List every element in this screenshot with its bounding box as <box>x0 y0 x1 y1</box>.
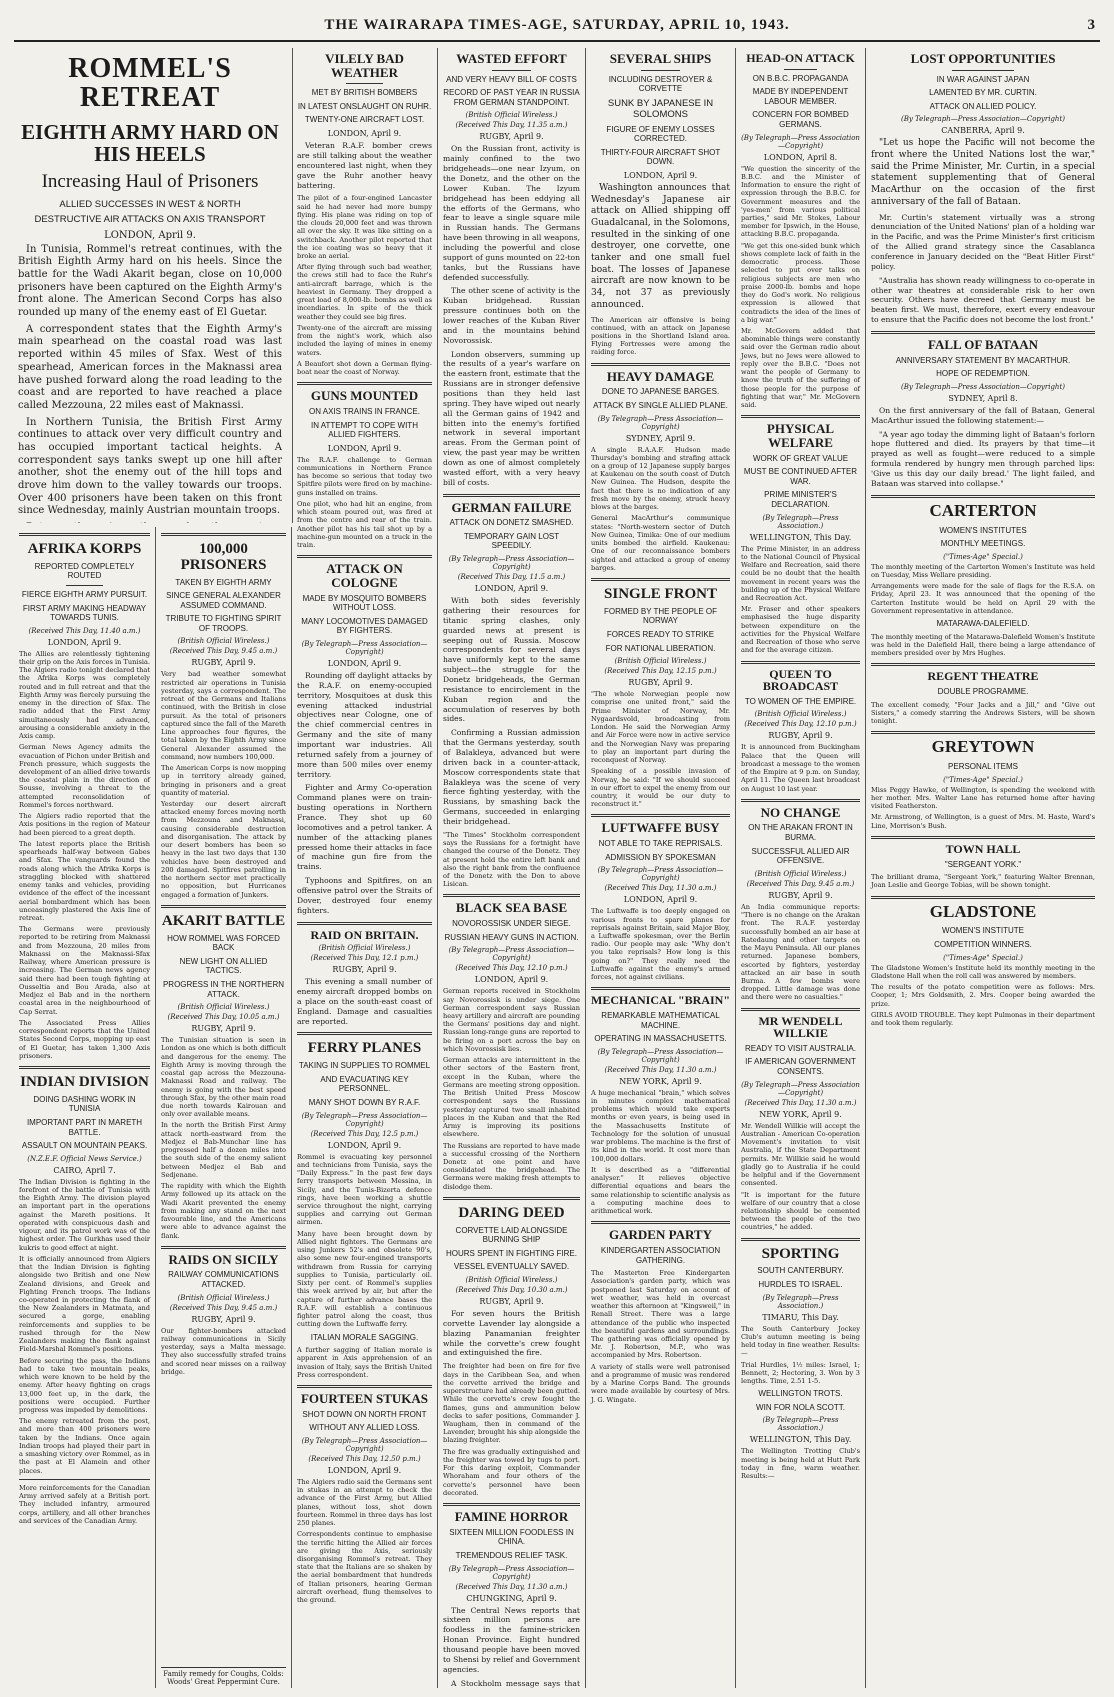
article-deck: TWENTY-ONE AIRCRAFT LOST. <box>304 115 425 125</box>
article-headline: MR WENDELL WILLKIE <box>758 1013 843 1041</box>
article-paragraph: A variety of stalls were well patronised and a programme of music was rendered by a Marine Corps Band. The grounds were made available by courtesy of Mrs. J. G. Wingate. <box>591 1362 730 1404</box>
article-paragraph: Mr. Fraser and other speakers emphasised the huge disparity between expenditure on the activities for the Physical Welfare and Recreation of those who serve and for the average citizen. <box>741 605 860 655</box>
article-paragraph: A single R.A.A.F. Hudson made Thursday's bombing and strafing attack on a group of 12 Japanese supply barges at Kaukenau on the south coast of Dutch New Guinea. The Hudson, despite the fact that there is no indication of any fresh move by the enemy, struck heavy blows at the barges. <box>591 445 730 512</box>
article-dateline: RUGBY, April 9. <box>332 965 397 975</box>
article-subhead: MATARAWA-DALEFIELD. <box>936 619 1030 629</box>
article-deck: AND VERY HEAVY BILL OF COSTS <box>446 74 577 84</box>
article-credit: (Received This Day, 12.10 p.m.) <box>744 720 857 729</box>
article-headline: LUFTWAFFE BUSY <box>601 820 720 836</box>
article-headline: PHYSICAL WELFARE <box>766 421 835 450</box>
article-dateline: LONDON, April 9. <box>47 637 122 647</box>
article-credit: (British Official Wireless.) <box>318 944 411 953</box>
article-paragraph: The results of the potato competition were as follows: Mrs. Cooper, 1; Mrs Goldsmith, 2. Mrs. Cooper being awarded the prize. <box>871 983 1095 1008</box>
article-paragraph: "Let us hope the Pacific will not become the front where the United Nations lost the war," said the Prime Minister, Mr. Curtin, in a special statement supplementing that of General MacArthur on the occasion of the first anniversary of the fall of Bataan. <box>871 138 1095 207</box>
article-paragraph: The rapidity with which the Eighth Army followed up its attack on the Wadi Akarit prevented the enemy from making any stand on the next favourable line, and the Americans were able to advance against the flank. <box>161 1182 286 1240</box>
article-credit: (Received This Day, 11.30 a.m.) <box>744 1098 857 1107</box>
column-1 <box>14 527 156 1688</box>
article-paragraph: Rounding off daylight attacks by the R.A.F. on enemy-occupied territory, Mosquitoes at dusk this evening attacked industrial objectives near Cologne, one of the chief commercial centres in Germany and the site of many important war industries. All returned safely from a journey of more than 500 miles over enemy territory. <box>297 670 432 779</box>
article-deck: ON AXIS TRAINS IN FRANCE. <box>309 406 420 416</box>
article-headline: REGENT THEATRE <box>927 669 1039 684</box>
article-dateline: CHUNGKING, April 9. <box>466 1593 557 1603</box>
article-credit: (By Telegraph—Press Association—Copyright) <box>301 639 428 656</box>
article-dateline: LONDON, April 9. <box>327 1465 402 1475</box>
article-dateline: LONDON, April 9. <box>327 658 402 668</box>
article-dateline: NEW YORK, April 9. <box>759 1109 842 1119</box>
article-credit: (Received This Day, 9.45 a.m.) <box>169 1303 278 1312</box>
article-headline: AKARIT BATTLE <box>161 912 286 929</box>
article-paragraph: It is described as a "differential analyser." It relieves objective differential equations and bears the same relationship to scientific analysis as a computing machine does to arithmetical work. <box>591 1165 730 1216</box>
article-dateline: LONDON, April 9. <box>327 443 402 453</box>
article-paragraph: Twenty-one of the aircraft are missing from the night's work, which also included the laying of mines in enemy waters. <box>297 323 432 357</box>
article-deck: WITHOUT ANY ALLIED LOSS. <box>309 1423 420 1433</box>
article-paragraph: Miss Peggy Hawke, of Wellington, is spending the weekend with her mother. Mrs. Walter Lane has returned home after having visited Featherston. <box>871 785 1095 811</box>
article-credit: (Received This Day, 11.40 a.m.) <box>28 626 141 635</box>
article-deck: CORVETTE LAID ALONGSIDE BURNING SHIP <box>455 1225 568 1245</box>
article-paragraph: General MacArthur's communique states: "North-western sector of Dutch New Guinea, Timika: One of our medium units bombed the airfield. Kaukenau: One of our reconnaissance bombers sighted and attacked a group of enemy barges. <box>591 514 730 572</box>
article-dateline: RUGBY, April 9. <box>191 1024 256 1034</box>
lead-paragraph: A correspondent states that the Eighth Army's main spearhead on the coastal road was last reported within 45 miles of Sfax. West of this spearhead, American forces in the Maknassi area have pushed forward along the road leading to the coast and are reported to have reached a place called Mezzouna, 22 miles east of Maknassi. <box>18 323 282 411</box>
article-dateline: WELLINGTON, This Day. <box>749 532 852 542</box>
article-paragraph: Mr. Wendell Willkie will accept the Australian - American Co-operation Movement's invitation to visit Australia, if the State Department permits. Mr. Willkie said he would gladly go to Australia if he could be helpful and if the Government consented. <box>741 1121 860 1188</box>
article-credit: (Received This Day, 12.15 p.m.) <box>604 667 717 676</box>
article-headline: FOURTEEN STUKAS <box>300 1391 429 1407</box>
article-paragraph: The monthly meeting of the Matarawa-Dalefield Women's Institute was held in the Dalefield Hall, there being a large attendance of members presided over by Mrs Hughes. <box>871 632 1095 658</box>
article-dateline: SYDNEY, April 8. <box>948 393 1018 403</box>
article-deck: FIRST ARMY MAKING HEADWAY TOWARDS TUNIS. <box>22 603 147 623</box>
article-headline: ATTACK ON COLOGNE <box>326 561 403 590</box>
article-headline: SINGLE FRONT <box>604 586 717 603</box>
article-deck: MADE BY INDEPENDENT LABOUR MEMBER. <box>752 87 849 106</box>
column-5 <box>586 48 736 1688</box>
article-credit: (Received This Day, 9.45 a.m.) <box>169 647 278 656</box>
article-headline: GUNS MOUNTED <box>310 388 419 404</box>
article-credit: (By Telegraph—Press Association—Copyright) <box>448 1564 575 1581</box>
lead-deck-3: DESTRUCTIVE AIR ATTACKS ON AXIS TRANSPORT <box>34 214 266 226</box>
article-headline: NO CHANGE <box>760 804 841 820</box>
article-paragraph: It is announced from Buckingham Palace that the Queen will broadcast a message to the women of the Empire at 9 p.m. on Sunday, April 11. The Queen last broadcast on August 10 last year. <box>741 743 860 793</box>
article-deck: NEW LIGHT ON ALLIED TACTICS. <box>179 956 268 976</box>
article-paragraph: Confirming a Russian admission that the Germans yesterday, south of Balakleya, advanced but were driven back in a counter-attack, Moscow correspondents state that Balakleya was the scene of very fierce fighting yesterday, with the Russians, by smashing back the Germans, succeeded in enlarging their bridgehead. <box>443 728 580 826</box>
column-3 <box>292 48 438 1688</box>
lead-dateline: LONDON, April 9. <box>104 229 196 241</box>
article-deck: RAILWAY COMMUNICATIONS ATTACKED. <box>168 1270 279 1289</box>
lead-paragraph: In Northern Tunisia, the British First Army continues to attack over very difficult country and has occupied important tactical heights. A correspondent says tanks swept up one hill after another, shot the enemy out of the hill tops and drove him down to the valley towards our troops. Over 400 prisoners have been taken on this front since Wednesday, mainly Austrian mountain troops. <box>18 416 282 517</box>
article-headline: 100,000 PRISONERS <box>180 541 267 573</box>
article-paragraph: The Wellington Trotting Club's meeting is being held at Hutt Park today in fine, warm weather. Results:— <box>741 1447 860 1481</box>
article-paragraph: The latest reports place the British spearheads half-way between Gabes and Sfax. The vanguards found the roads along which the Afrika Korps is straggling blocked with shattered enemy tanks and vehicles, providing evidence of the effect of the incessant aerial bombardment which has been unceasingly plastered the Axis line of retreat. <box>19 839 150 922</box>
article-credit: (British Official Wireless.) <box>465 111 558 120</box>
article-paragraph: The American air offensive is being continued, with an attack on Japanese positions in the Shortland Island area. Flying Fortresses were among the raiding force. <box>591 315 730 357</box>
article-paragraph: After flying through such bad weather, the crews still had to face the Ruhr's anti-aircraft barrage, which is the heaviest in Germany. They dropped a great load of 8,000-lb. bombs as well as incendiaries. In spite of the thick weather they could see big fires. <box>297 263 432 321</box>
article-headline: HEAVY DAMAGE <box>606 368 715 384</box>
article-paragraph: A Stockholm message says that <box>451 1678 580 1688</box>
article-deck: SOUTH CANTERBURY. <box>757 1266 844 1276</box>
page-number: 3 <box>1087 17 1096 33</box>
article-deck: TRIBUTE TO FIGHTING SPIRIT OF TROOPS. <box>165 614 282 633</box>
article-paragraph: Typhoons and Spitfires, on an offensive patrol over the Straits of Dover, destroyed four enemy fighters. <box>297 876 432 915</box>
article-deck: ATTACK BY SINGLE ALLIED PLANE. <box>593 400 728 410</box>
article-paragraph: An India communique reports: "There is no change on the Arakan front. The R.A.F. yesterday successfully bombed an air base at Ratedaung and other targets on the Mayu Peninsula. All our planes returned. Japanese bombers, escorted by fighters, yesterday attacked an air base in south Burma. A few bombs were dropped. Little damage was done and there were no casualties." <box>741 902 860 1002</box>
article-credit: (Received This Day, 12.50 p.m.) <box>308 1454 421 1463</box>
article-headline: BLACK SEA BASE <box>455 900 568 916</box>
article-deck: TAKEN BY EIGHTH ARMY <box>175 577 272 587</box>
article-headline: GERMAN FAILURE <box>451 499 572 515</box>
article-paragraph: One pilot, who had hit an engine, from which steam poured out, was fired at from the centre and rear of the train. Another pilot has his tail shot up by a machine-gun mounted on a truck in the train. <box>297 499 432 550</box>
article-credit: ("Times-Age" Special.) <box>943 775 1023 784</box>
masthead <box>14 14 1100 42</box>
article-credit: (By Telegraph—Press Association—Copyright) <box>901 382 1065 391</box>
article-paragraph: Mr. Armstrong, of Wellington, is a guest of Mrs. M. Haste, Ward's Line, Morrison's Bush. <box>871 813 1095 830</box>
article-credit: (British Official Wireless.) <box>614 657 707 666</box>
article-deck: "SERGEANT YORK." <box>944 859 1022 869</box>
article-credit: (By Telegraph—Press Association.) <box>762 513 839 530</box>
article-paragraph: The Prime Minister, in an address to the National Council of Physical Welfare and Recreation, said there could be no doubt that the health movement in recent years was the building up of the Physical Welfare and Recreation Act. <box>741 544 860 603</box>
article-paragraph: A Beaufort shot down a German flying-boat near the coast of Norway. <box>297 359 432 377</box>
article-deck: ANNIVERSARY STATEMENT BY MACARTHUR. <box>895 355 1071 365</box>
article-paragraph: For seven hours the British corvette Lavender lay alongside a blazing Panamanian freighter while the corvette's crew fought and extinguished the fire. <box>443 1309 580 1358</box>
article-headline: TOWN HALL <box>945 841 1021 856</box>
article-paragraph: The South Canterbury Jockey Club's autumn meeting is being held today in fine weather. Results:— <box>741 1324 860 1358</box>
article-paragraph: The other scene of activity is the Kuban bridgehead. Russian pressure continues both on the lower reaches of the Kuban River and in the mountains behind Novorossisk. <box>443 286 580 345</box>
article-headline: FAMINE HORROR <box>454 1509 569 1525</box>
article-paragraph: The Indian Division is fighting in the forefront of the battle of Tunisia with the Eighth Army. The division played an important part in the operations against the Mareth positions. It operated with conspicuous dash and vigour, and its patrol work was of the highest order. The Gurkhas used their kukris to good effect at night. <box>19 1177 150 1252</box>
article-dateline: LONDON, April 9. <box>623 895 698 905</box>
article-deck: KINDERGARTEN ASSOCIATION GATHERING. <box>600 1245 721 1265</box>
article-credit: (Received This Day, 11.30 a.m.) <box>455 1582 568 1591</box>
article-deck: IN LATEST ONSLAUGHT ON RUHR. <box>297 101 432 111</box>
article-paragraph: The Germans were previously reported to be retiring from Maknassi and from Mezzouna, 20 miles from Maknassi on the Maknassi-Sfax Railway, where American pressure is increasing. The German news agency said there had been tough fighting at Ousseltia and Bou Arada, also at Medjez el Bab and in the northern coastal area in the neighbourhood of Cap Serrat. <box>19 925 150 1016</box>
article-headline: GREYTOWN <box>931 737 1035 757</box>
article-paragraph: Correspondents continue to emphasise the terrific hitting the Allied air forces are giving the Axis, seriously disorganising Rommel's retreat. They state that the Italians are so shaken by the aerial bombardment that hundreds of Italian prisoners, hearing German aircraft overhead, flung themselves to the ground. <box>297 1530 432 1605</box>
article-headline: INDIAN DIVISION <box>20 1073 149 1090</box>
article-credit: (Received This Day, 11.30 a.m.) <box>604 884 717 893</box>
article-credit: (By Telegraph—Press Association.) <box>762 1293 839 1310</box>
article-deck: ATTACK ON ALLIED POLICY. <box>929 101 1037 111</box>
article-paragraph: In the north the British First Army attack north-eastward from the Medjez el Bab-Munchar line has progressed half a dozen miles into the south side of the enemy salient between Medjez el Bab and Sedjenane. <box>161 1121 286 1179</box>
article-credit: (British Official Wireless.) <box>754 869 847 878</box>
article-deck: DONE TO JAPANESE BARGES. <box>601 387 720 397</box>
article-paragraph: Many have been brought down by Allied night fighters. The Germans are using Junkers 52's and obsolete 90's, also some new four-engined transports withdrawn from Russia for carrying supplies to Tunisia, particularly oil. Sixty per cent. of Rommel's supplies this week arrived by air, but after the capture of further advance bases the R.A.F. will establish a continuous fighter patrol along the coast, thus cutting down the Luftwaffe ferry. <box>297 1229 432 1329</box>
article-dateline: RUGBY, April 9. <box>479 132 544 142</box>
article-paragraph: The Luftwaffe is too deeply engaged on various fronts to spare planes for reprisals against Britain, said Major Bloy, a Luftwaffe spokesman, over the Berlin radio. Our people may ask: "Why don't you take reprisals? How long is this going on?" They really need the Luftwaffe against the enemy's armed forces, not against civilians. <box>591 907 730 982</box>
article-paragraph: Mr. McGovern added that abominable things were constantly said over the German radio about Jews, but no Jews were allowed to reply over the B.B.C. "Does not want the people of Germany to know the truth of the suffering of those people for the purpose of fighting that war," Mr. McGovern said. <box>741 327 860 410</box>
article-dateline: NEW YORK, April 9. <box>619 1076 702 1086</box>
article-paragraph: The Allies are relentlessly tightening their grip on the Axis forces in Tunisia. The Algiers radio tonight declared that the Afrika Korps was completely routed and in full retreat and that the Eighth Army was fiercely pursuing the enemy in the direction of Sfax. The radio added that the First Army simultaneously had advanced, arousing a considerable anxiety in the Axis camp. <box>19 649 150 741</box>
article-paragraph: More reinforcements for the Canadian Army arrived safely at a British port. They included infantry, armoured corps, artillery, and all other branches and services of the Canadian Army. <box>19 1483 150 1525</box>
article-paragraph: Speaking of a possible invasion of Norway, he said: "If we should succeed in our effort to expel the enemy from our country, it would be our duty to reconstruct it." <box>591 767 730 809</box>
article-deck: REPORTED COMPLETELY ROUTED <box>34 561 135 581</box>
article-deck: SINCE GENERAL ALEXANDER ASSUMED COMMAND. <box>166 591 281 610</box>
article-dateline: TIMARU, This Day. <box>762 1312 839 1322</box>
article-paragraph: The monthly meeting of the Carterton Women's Institute was held on Tuesday, Miss Wellare presiding. <box>871 562 1095 579</box>
article-deck: PRIME MINISTER'S DECLARATION. <box>764 490 837 510</box>
article-paragraph: The Tunisian situation is seen in London as one which is both difficult and dangerous for the enemy. The Eighth Army is moving through the coastal gap across the Mezzouna-Maknassi Road and railway. The enemy is going with the best speed through Sfax, by the other main road due north towards Kairouan and only over available means. <box>161 1036 286 1119</box>
article-credit: (By Telegraph—Press Association—Copyright) <box>901 115 1065 124</box>
article-headline: GLADSTONE <box>929 901 1037 921</box>
article-headline: WASTED EFFORT <box>456 51 567 66</box>
article-paragraph: With both sides feverishly gathering their resources for titanic spring clashes, only guarded news at present is seeping out of Russia. Moscow correspondents for several days have uniformly kept to the same subject—the struggle for the Donetz bridgeheads, the German resistance to encirclement in the Kuban region and the accumulation of reserves by both sides. <box>443 596 580 724</box>
article-paragraph: On the Russian front, activity is mainly confined to the two bridgeheads—one near Izyum, on the Donetz, and the other on the Lower Kuban. The Izyum bridgehead has been eddying all the efforts of the Germans, who fear to leave a single square mile in Russian hands. The Germans have been throwing in all weapons, including the powerful and close support of guns mounted on 22-ton tanks, but the Russians have defended successfully. <box>443 144 580 282</box>
article-deck: LAMENTED BY MR. CURTIN. <box>929 88 1037 98</box>
column-7 <box>866 48 1100 1688</box>
article-credit: (By Telegraph—Press Association—Copyright) <box>741 133 860 150</box>
article-dateline: RUGBY, April 9. <box>479 1297 544 1307</box>
article-paragraph: This evening a small number of enemy aircraft dropped bombs on a place on the south-east coast of England. Damage and casualties are reported. <box>297 977 432 1026</box>
article-deck: READY TO VISIT AUSTRALIA. <box>744 1043 856 1053</box>
article-credit: (By Telegraph—Press Association—Copyright) <box>448 555 575 572</box>
article-headline: FERRY PLANES <box>307 1040 422 1057</box>
article-deck: HOURS SPENT IN FIGHTING FIRE. <box>446 1248 577 1258</box>
article-dateline: LONDON, April 9. <box>327 1140 402 1150</box>
article-paragraph: A huge mechanical "brain," which solves in minutes complex mathematical problems which would take experts months or even years, is being used in the Massachusetts Institute of Technology for the solution of unusual war problems. The machine is the first of its kind in the world. It cost more than 100,000 dollars. <box>591 1088 730 1163</box>
article-deck: IN ATTEMPT TO COPE WITH ALLIED FIGHTERS. <box>311 420 418 440</box>
article-credit: (Received This Day, 12.10 p.m.) <box>455 964 568 973</box>
article-deck: SUNK BY JAPANESE IN SOLOMONS <box>607 97 714 121</box>
article-paragraph: The excellent comedy, "Four Jacks and a Jill," and "Give out Sisters," a comedy starring the Andrews Sisters, will be shown tonight. <box>871 700 1095 726</box>
article-credit: (Received This Day, 11.35 a.m.) <box>455 121 568 130</box>
article-deck: WOMEN'S INSTITUTE <box>942 926 1024 936</box>
article-headline: MECHANICAL "BRAIN" <box>591 993 731 1008</box>
article-deck: SIXTEEN MILLION FOODLESS IN CHINA. <box>449 1527 574 1547</box>
article-deck: ASSAULT ON MOUNTAIN PEAKS. <box>21 1141 148 1151</box>
article-headline: GARDEN PARTY <box>609 1227 712 1243</box>
article-deck: NOT ABLE TO TAKE REPRISALS. <box>598 839 723 849</box>
article-paragraph: "We get this one-sided bunk which shows complete lack of faith in the democratic process. Those selected to put over talks on religious subjects are men who praise 2000-lb. bombs and hope they do God's work. No religious expression is allowed that contradicts the idea of the lines of a big war." <box>741 241 860 324</box>
article-dateline: RUGBY, April 9. <box>628 678 693 688</box>
article-paragraph: Before securing the pass, the Indians had to take two mountain peaks, which were known to be held by the enemy. After heavy fighting on crags 13,000 feet up, in the dark, the positions were occupied. Further progress was impeded by demolitions. <box>19 1356 150 1415</box>
article-deck: ATTACK ON DONETZ SMASHED. <box>449 518 574 528</box>
article-paragraph: Yesterday our desert aircraft attacked enemy forces moving north from Mezzouna and Maknassi, causing considerable destruction and disorganisation. The attack by our desert bombers has been so heavy in the last two days that 130 vehicles have been destroyed and 200 damaged. Spitfires patrolling in the northern sector met practically no opposition, but Hurricanes engaged a formation of Junkers. <box>161 799 286 899</box>
article-credit: (British Official Wireless.) <box>177 1003 270 1012</box>
article-deck: HURDLES TO ISRAEL. <box>758 1280 843 1290</box>
article-deck: NOVOROSSISK UNDER SIEGE. <box>452 919 571 929</box>
article-dateline: LONDON, April 9. <box>474 584 549 594</box>
article-paragraph: Mr. Curtin's statement virtually was a strong denunciation of the United Nations' plan of a holding war in the Pacific, and was the Prime Minister's first criticism of the Allied grand strategy since the Casablanca conference in January decided on the "Beat Hitler First" policy. <box>871 212 1095 271</box>
article-paragraph: Veteran R.A.F. bomber crews are still talking about the weather encountered last night, when they gave the Ruhr another heavy battering. <box>297 141 432 190</box>
article-credit: (Received This Day, 12.5 p.m.) <box>310 1129 419 1138</box>
article-deck: ON THE ARAKAN FRONT IN BURMA. <box>748 823 853 843</box>
article-paragraph: Our fighter-bombers attacked railway communications in Sicily yesterday, says a Malta message. They also successfully strafed trains and scored near misses on a railway bridge. <box>161 1326 286 1376</box>
article-headline: QUEEN TO BROADCAST <box>762 666 839 694</box>
article-paragraph: A further sagging of Italian morale is apparent in Axis apprehension of an invasion of Italy, says the British United Press correspondent. <box>297 1346 432 1379</box>
article-dateline: LONDON, April 8. <box>763 152 838 162</box>
article-paragraph: "Australia has shown ready willingness to co-operate in other war theatres at considerable risk to her own security. Others have decreed that Germany must be beaten first. We must, therefore, exert every endeavour to ensure that the Pacific does not become the lost front." <box>871 275 1095 325</box>
article-deck: ON B.B.C. PROPAGANDA <box>752 73 849 83</box>
article-credit: (By Telegraph—Press Association—Copyright) <box>597 1047 724 1064</box>
article-deck: THIRTY-FOUR AIRCRAFT SHOT DOWN. <box>600 147 721 167</box>
article-deck: TREMENDOUS RELIEF TASK. <box>455 1550 568 1560</box>
newspaper-title: THE WAIRARAPA TIMES-AGE, SATURDAY, APRIL 10, 1943. <box>324 17 790 33</box>
article-dateline: LONDON, April 9. <box>623 170 698 180</box>
article-paragraph: The enemy retreated from the post, and more than 400 prisoners were taken by the Indians. Once again Indian troops had played their part in a smashing victory over Rommel, as in the past at El Alamein and other places. <box>19 1417 150 1475</box>
article-headline: DARING DEED <box>458 1204 565 1221</box>
article-dateline: RUGBY, April 9. <box>191 1314 256 1324</box>
article-deck: FIERCE EIGHTH ARMY PURSUIT. <box>21 589 148 599</box>
article-deck: CONCERN FOR BOMBED GERMANS. <box>752 110 849 129</box>
article-paragraph: The pilot of a four-engined Lancaster said he had never had more bumpy flying. His plane was riding on top of the clouds 20,000 feet and was thrown all over the sky. It was like sitting on a switchback. Another pilot reported that the ice coating was so heavy that it broke an aerial. <box>297 194 432 260</box>
article-credit: ("Times-Age" Special.) <box>943 552 1023 561</box>
article-deck: RUSSIAN HEAVY GUNS IN ACTION. <box>444 932 579 942</box>
article-paragraph: The fire was gradually extinguished and the freighter was towed by tugs to port. For this daring exploit, Commander Whoraham and four others of the corvette's personnel have been decorated. <box>443 1447 580 1497</box>
article-paragraph: The brilliant drama, "Sergeant York," featuring Walter Brennan, Joan Leslie and George Tobias, will be shown tonight. <box>871 873 1095 890</box>
article-deck: REMARKABLE MATHEMATICAL MACHINE. <box>601 1011 720 1030</box>
lead-article <box>14 48 293 523</box>
article-deck: DOING DASHING WORK IN TUNISIA <box>33 1094 136 1114</box>
article-headline: HEAD-ON ATTACK <box>746 51 855 65</box>
article-deck: WELLINGTON TROTS. <box>758 1389 843 1399</box>
article-paragraph: Fighter and Army Co-operation Command planes were on train-busting operations in Northern France. They shot up 60 locomotives and a petrol tanker. A number of the attacking planes pressed home their attacks in face of machine gun fire from the trains. <box>297 783 432 872</box>
article-deck: HOW ROMMEL WAS FORCED BACK <box>167 933 280 953</box>
article-deck: FORMED BY THE PEOPLE OF NORWAY <box>603 606 718 626</box>
article-credit: (By Telegraph—Press Association—Copyright) <box>448 946 575 963</box>
lead-headline: ROMMEL'S RETREAT <box>68 53 232 114</box>
article-credit: (By Telegraph—Press Association—Copyright) <box>301 1111 428 1128</box>
article-dateline: RUGBY, April 9. <box>768 731 833 741</box>
lead-paragraph: In Tunisia, Rommel's retreat continues, with the British Eighth Army hard on his heels. Since the battle for the Wadi Akarit began, close on 10,000 prisoners have been captured on the Eighth Army's front alone. The American Second Corps has also rounded up many of the enemy east of El Guetar. <box>18 243 282 319</box>
article-dateline: CAIRO, April 7. <box>53 1165 116 1175</box>
article-deck: COMPETITION WINNERS. <box>934 940 1032 950</box>
article-paragraph: The American Corps is now mopping up in territory already gained, bringing in prisoners and a great quantity of material. <box>161 764 286 797</box>
article-paragraph: Very bad weather somewhat restricted air operations in Tunisia yesterday, says a correspondent. The retreat of the Germans and Italians continued, with the British in close pursuit. As the total of prisoners captured since the fall of the Mareth Line approaches four figures, the total taken by the Eighth Army since General Alexander assumed the command, now numbers 100,000. <box>161 670 286 761</box>
article-credit: (British Official Wireless.) <box>177 1293 270 1302</box>
article-deck: ADMISSION BY SPOKESMAN <box>605 852 716 862</box>
article-headline: FALL OF BATAAN <box>927 337 1039 352</box>
article-paragraph: On the first anniversary of the fall of Bataan, General MacArthur issued the following statement:— <box>871 405 1095 425</box>
article-paragraph: The Gladstone Women's Institute held its monthly meeting in the Gladstone Hall when the roll call was answered by members. <box>871 963 1095 980</box>
article-headline: SPORTING <box>761 1245 840 1262</box>
article-paragraph: "We question the sincerity of the B.B.C. and the Minister of Information to ensure the right of expression through the B.B.C. for Government measures and the 'yes-men' from various political parties," said Mr. Stokes, Labour member for Ipswich, in the House, attacking B.B.C. propaganda. <box>741 164 860 239</box>
article-paragraph: Trial Hurdles, 1½ miles: Israel, 1; Bennett, 2; Hectoring, 3. Won by 3 lengths. Time, 2.51 1-5. <box>741 1360 860 1386</box>
lead-subhead: EIGHTH ARMY HARD ON HIS HEELS <box>21 119 279 166</box>
article-paragraph: Arrangements were made for the sale of flags for the R.S.A. on Friday, April 23. It was announced that the opening of the Carterton Institute would be held on April 29 with the Government representative in attendance. <box>871 582 1095 615</box>
article-credit: (British Official Wireless.) <box>465 1276 558 1285</box>
lead-deck-2: ALLIED SUCCESSES IN WEST & NORTH <box>59 198 241 210</box>
article-subhead: ITALIAN MORALE SAGGING. <box>310 1332 419 1342</box>
article-deck: SUCCESSFUL ALLIED AIR OFFENSIVE. <box>751 846 850 866</box>
article-credit: (By Telegraph—Press Association—Copyright) <box>597 414 724 431</box>
article-credit: (By Telegraph—Press Association—Copyright) <box>741 1080 860 1097</box>
article-paragraph: Rommel is evacuating key personnel and technicians from Tunisia, says the "Daily Express." In the past few days ferry transports between Messina, in Sicily, and the Tunis-Bizerta defence rings, have been working a shuttle service throughout the night, carrying supplies and carrying out German airmen. <box>297 1152 432 1227</box>
article-deck: MADE BY MOSQUITO BOMBERS WITHOUT LOSS. <box>302 593 427 613</box>
article-deck: VESSEL EVENTUALLY SAVED. <box>453 1262 570 1272</box>
article-credit: (Received This Day, 12.1 p.m.) <box>310 954 419 963</box>
article-deck: MANY LOCOMOTIVES DAMAGED BY FIGHTERS. <box>301 616 428 636</box>
article-paragraph: "The Times" Stockholm correspondent says the Russians for a fortnight have changed the course of the Donetz. They at present hold the entire left bank and also the right bank from the confluence of the Donetz with the Don to above Lisican. <box>443 830 580 889</box>
article-credit: (British Official Wireless.) <box>754 710 847 719</box>
article-headline: AFRIKA KORPS <box>27 541 142 557</box>
article-deck: PROGRESS IN THE NORTHERN ATTACK. <box>162 979 285 999</box>
article-dateline: RUGBY, April 9. <box>768 890 833 900</box>
advertisement-note: Family remedy for Coughs, Colds: Woods' Great Peppermint Cure. <box>161 1667 286 1686</box>
article-credit: (Received This Day, 11.30 a.m.) <box>604 1065 717 1074</box>
article-paragraph: GIRLS AVOID TROUBLE. They kept Pulmonas in their department and took them regularly. <box>871 1010 1095 1028</box>
article-deck: WOMEN'S INSTITUTES <box>939 525 1027 535</box>
article-deck: WORK OF GREAT VALUE <box>752 453 849 463</box>
article-deck: HOPE OF REDEMPTION. <box>936 369 1030 379</box>
article-headline: LOST OPPORTUNITIES <box>910 51 1056 66</box>
article-deck: SHOT DOWN ON NORTH FRONT <box>302 1409 427 1419</box>
article-paragraph: "It is important for the future welfare of our country that a close relationship should be cemented between the people of the two countries," he added. <box>741 1190 860 1232</box>
article-paragraph: It is officially announced from Algiers that the Indian Division is fighting alongside two British and one New Zealand divisions, and Greek and Fighting French troops. The Indians co-operated in protecting the flank of the New Zealanders in Matmata, and secured a gorge, enabling reinforcements and supplies to be rushed through for the New Zealanders making the flank against Field-Marshal Rommel's positions. <box>19 1254 150 1354</box>
article-dateline: WELLINGTON, This Day. <box>749 1435 852 1445</box>
article-deck: INCLUDING DESTROYER & CORVETTE <box>608 74 713 94</box>
article-deck: IMPORTANT PART IN MARETH BATTLE. <box>26 1117 143 1137</box>
article-headline: RAIDS ON SICILY <box>168 1251 279 1267</box>
article-deck: MANY SHOT DOWN BY R.A.F. <box>308 1097 421 1107</box>
article-paragraph: German attacks are intermittent in the other sectors of the Eastern front, except in the Kuban, where the Germans are meeting strong opposition. The British United Press Moscow correspondent says the Russians yesterday captured two small inhabited places in the Kuban and that the Red Army is improving its positions elsewhere. <box>443 1056 580 1139</box>
article-headline: SEVERAL SHIPS <box>609 51 712 66</box>
article-credit: (Received This Day, 11.5 a.m.) <box>457 573 566 582</box>
article-paragraph: The Algiers radio said the Germans sent in stukas in an attempt to check the advance of the First Army, but Allied planes, without loss, shot down fourteen. Rommel in three days has lost 250 planes. <box>297 1477 432 1528</box>
article-deck: IN WAR AGAINST JAPAN <box>936 74 1030 84</box>
article-deck: DOUBLE PROGRAMME. <box>937 687 1029 697</box>
article-credit: (Received This Day, 9.45 a.m.) <box>746 879 855 888</box>
article-credit: (By Telegraph—Press Association—Copyright) <box>597 866 724 883</box>
article-paragraph: London observers, summing up the results of a year's warfare on the eastern front, estimate that the Russians are in stronger defensive positions than they held last spring. They have wiped out nearly all the German gains of 1942 and bitten into the enemy's fortified network in several important areas. From the German point of view, the past year may be written down as one of almost completely wasted effort, with a very heavy bill of costs. <box>443 349 580 487</box>
article-paragraph: "The whole Norwegian people now comprise one united front," said the Prime Minister of Norway, Mr. Nygaardsvold, broadcasting from London. He said the Norwegian Army and Air Force were now in active service and the Norwegian Navy was preparing to play an important part during the reconquest of Norway. <box>591 690 730 765</box>
article-deck: FOR NATIONAL LIBERATION. <box>605 643 716 653</box>
article-deck: TAKING IN SUPPLIES TO ROMMEL <box>298 1061 431 1071</box>
article-headline: RAID ON BRITAIN. <box>310 927 419 942</box>
article-deck: FORCES READY TO STRIKE <box>606 630 715 639</box>
article-credit: (By Telegraph—Press Association—Copyright) <box>301 1436 428 1453</box>
article-deck: AND EVACUATING KEY PERSONNEL. <box>320 1074 409 1094</box>
article-deck: TO WOMEN OF THE EMPIRE. <box>744 696 857 706</box>
article-dateline: LONDON, April 9. <box>327 129 402 139</box>
column-4 <box>438 48 586 1688</box>
article-paragraph: The Central News reports that sixteen million persons are foodless in the famine-stricken Honan Province. Eight hundred thousand people have been moved to Shensi by relief and Government agencies. <box>443 1605 580 1674</box>
article-credit: (Received This Day, 10.05 a.m.) <box>167 1013 280 1022</box>
column-2 <box>156 527 292 1688</box>
article-deck: PERSONAL ITEMS <box>948 762 1018 772</box>
article-paragraph: The freighter had been on fire for five days in the Caribbean Sea, and when the corvette arrived the bridge and superstructure had already been gutted. While the corvette's crew fought the flames, guns and ammunition below decks to safer positions, Commander J. Waugham, then in command of the Lavender, brought his ship alongside the blazing freighter. <box>443 1362 580 1445</box>
article-paragraph: The Associated Press Allies correspondent reports that the United States Second Corps, mopping up east of El Guetar, has taken 1,300 Axis prisoners. <box>19 1018 150 1060</box>
article-deck: MONTHLY MEETINGS. <box>940 539 1026 549</box>
lead-deck: Increasing Haul of Prisoners <box>41 170 259 192</box>
article-credit: (N.Z.E.F. Official News Service.) <box>27 1154 142 1163</box>
article-dateline: RUGBY, April 9. <box>191 658 256 668</box>
article-credit: (Received This Day, 10.30 a.m.) <box>455 1286 568 1295</box>
article-paragraph: "A year ago today the dimming light of Bataan's forlorn hope fluttered and died. Its prayers by that time—it prayed as well as fought—were reduced to a simple formula rendered by hungry men through parched lips: 'Give us this day our daily bread.' The light failed, and Bataan was starved into collapse." <box>871 429 1095 488</box>
article-deck: IF AMERICAN GOVERNMENT CONSENTS. <box>745 1057 856 1077</box>
article-deck: FIGURE OF ENEMY LOSSES CORRECTED. <box>606 124 715 144</box>
article-dateline: CANBERRA, April 9. <box>941 126 1025 136</box>
article-deck: TEMPORARY GAIN LOST SPEEDILY. <box>463 531 560 551</box>
article-paragraph: The R.A.F. challenge to German communications in Northern France has become so serious that today two Spitfire pilots were fired on by machine-guns installed on trains. <box>297 455 433 497</box>
article-deck: WIN FOR NOLA SCOTT. <box>756 1402 845 1412</box>
article-headline: VILELY BAD WEATHER <box>325 51 404 80</box>
article-credit: (By Telegraph—Press Association.) <box>762 1416 839 1433</box>
article-deck: MET BY BRITISH BOMBERS <box>311 88 418 98</box>
article-dateline: LONDON, April 9. <box>474 975 549 985</box>
article-deck: OPERATING IN MASSACHUSETTS. <box>594 1034 727 1044</box>
article-credit: ("Times-Age" Special.) <box>943 953 1023 962</box>
article-paragraph: German News Agency admits the evacuation of Pichon under British and French pressure, which suggests the development of an allied drive towards the coastal plain in the direction of Sousse, involving a threat to the attempted reconsolidation of Rommel's forces northward. <box>19 743 150 809</box>
article-deck: RECORD OF PAST YEAR IN RUSSIA FROM GERMAN STANDPOINT. <box>443 88 580 107</box>
article-paragraph: The Russians are reported to have made a successful crossing of the Northern Donetz at one point and have consolidated the bridgehead. The Germans were making fresh attempts to dislodge them. <box>443 1141 580 1191</box>
article-paragraph: German reports received in Stockholm say Novorossisk is under siege. One German correspondent says Russian heavy artillery and aircraft are pounding the Germans' positions day and night. Russian long-range guns are reported to be firing on a port across the bay on which Novorossisk lies. <box>443 987 580 1053</box>
lead-paragraph <box>18 522 282 523</box>
article-dateline: SYDNEY, April 9. <box>625 433 696 443</box>
article-paragraph: Washington announces that Wednesday's Japanese air attack on Allied shipping off Guadalcanal, in the Solomons, resulted in the sinking of one destroyer, one corvette, one tanker and one small fuel boat. The losses of Japanese aircraft are now known to be 34, not 37 as previously announced. <box>591 182 730 310</box>
column-6 <box>736 48 866 1688</box>
article-paragraph: The Algiers radio reported that the Axis positions in the region of Mateur had been pierced to a great depth. <box>19 812 150 837</box>
article-deck: MUST BE CONTINUED AFTER WAR. <box>743 467 858 486</box>
article-credit: (British Official Wireless.) <box>177 637 270 646</box>
article-headline: CARTERTON <box>929 500 1037 520</box>
article-paragraph: The Masterton Free Kindergarten Association's garden party, which was postponed last Saturday on account of wet weather, was held in overcast weather this afternoon at "Kingsweil," in Renall Street. There was a large attendance of the public who inspected the beautiful gardens and surroundings. The gathering was officially opened by Mr. J. Robertson, M.P., who was accompanied by Mrs. Robertson. <box>591 1269 730 1360</box>
